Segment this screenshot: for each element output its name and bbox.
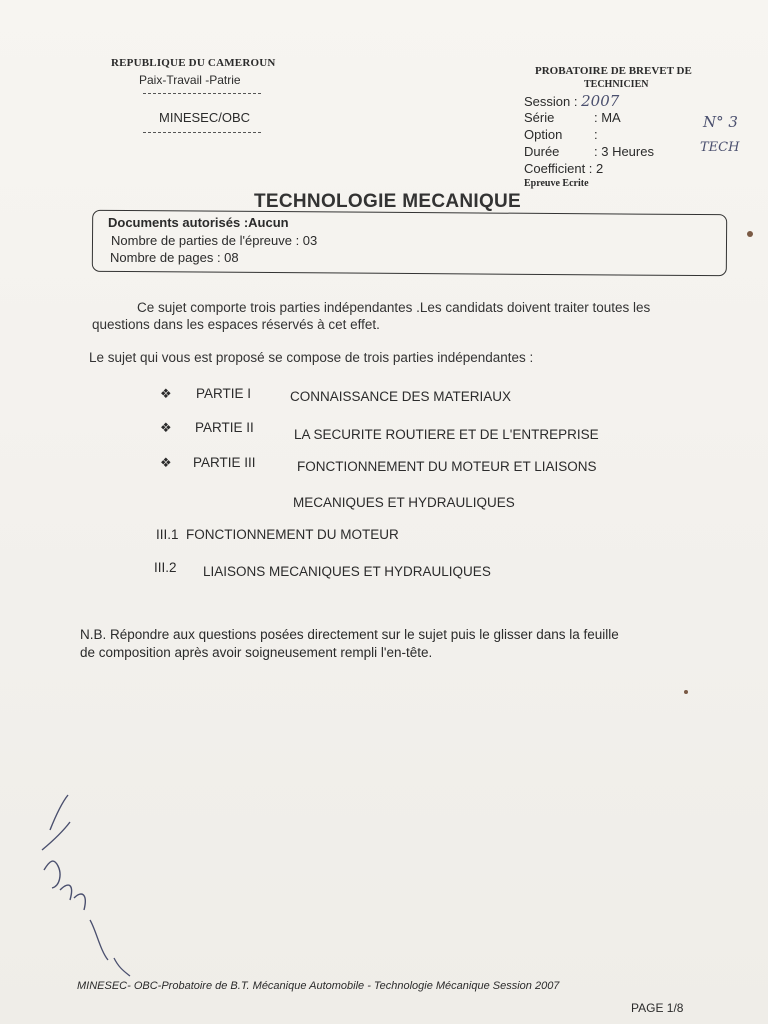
ink-stain: [747, 231, 753, 237]
session-value: 2007: [581, 92, 620, 110]
part-label: PARTIE III: [193, 455, 256, 470]
page-number: PAGE 1/8: [631, 1001, 684, 1015]
option-value: :: [594, 127, 598, 142]
documents-line: Documents autorisés :Aucun: [108, 215, 289, 230]
subpart-number: III.1: [156, 527, 179, 542]
coefficient-row: [524, 161, 603, 176]
part-title: LA SECURITE ROUTIERE ET DE L'ENTREPRISE: [294, 427, 599, 442]
session-label: Session :: [524, 94, 578, 109]
handwritten-tech: TECH: [700, 140, 740, 155]
subpart-number: III.2: [154, 560, 177, 575]
handwritten-number: N° 3: [703, 113, 738, 131]
handwritten-signature: [30, 790, 170, 990]
serie-row: [524, 110, 621, 125]
serie-value: : MA: [594, 110, 621, 125]
exam-name-line1: PROBATOIRE DE BREVET DE: [535, 65, 692, 77]
part-label: PARTIE II: [195, 420, 254, 435]
part-title-continued: MECANIQUES ET HYDRAULIQUES: [293, 495, 515, 510]
duree-value: : 3 Heures: [594, 144, 654, 159]
serie-label: Série: [524, 110, 555, 125]
motto-label: Paix-Travail -Patrie: [139, 73, 241, 87]
intro-line-1: Ce sujet comporte trois parties indépendantes .Les candidats doivent traiter toutes les: [137, 300, 651, 315]
intro-line-3: Le sujet qui vous est proposé se compose de trois parties indépendantes :: [89, 350, 534, 365]
duree-row: [524, 144, 654, 159]
republic-label: REPUBLIQUE DU CAMEROUN: [111, 57, 276, 69]
exam-name-line2: TECHNICIEN: [584, 79, 649, 90]
subpart-title: FONCTIONNEMENT DU MOTEUR: [186, 527, 399, 542]
bullet-icon: ❖: [160, 420, 172, 435]
nb-line-2: de composition après avoir soigneusement rempli l'en-tête.: [80, 645, 433, 660]
divider: [143, 132, 261, 133]
divider: [143, 93, 261, 94]
session-row: [524, 92, 619, 110]
epreuve-label: Epreuve Ecrite: [524, 178, 589, 189]
pages-count-line: Nombre de pages : 08: [110, 250, 239, 265]
bullet-icon: ❖: [160, 386, 172, 401]
ministry-label: MINESEC/OBC: [159, 110, 251, 125]
part-title: FONCTIONNEMENT DU MOTEUR ET LIAISONS: [297, 459, 597, 474]
coefficient-label: Coefficient :: [524, 161, 593, 176]
parts-count-line: Nombre de parties de l'épreuve : 03: [111, 233, 318, 248]
intro-line-2: questions dans les espaces réservés à cet effet.: [92, 317, 380, 332]
bullet-icon: ❖: [160, 455, 172, 470]
duree-label: Durée: [524, 144, 560, 159]
subpart-title: LIAISONS MECANIQUES ET HYDRAULIQUES: [203, 564, 491, 579]
part-label: PARTIE I: [196, 386, 252, 401]
ink-stain: [684, 690, 688, 694]
page-title: TECHNOLOGIE MECANIQUE: [254, 191, 522, 212]
coefficient-value: 2: [596, 161, 604, 176]
part-title: CONNAISSANCE DES MATERIAUX: [290, 389, 512, 404]
footer-text: MINESEC- OBC-Probatoire de B.T. Mécanique Automobile - Technologie Mécanique Session 2007: [77, 980, 560, 992]
option-label: Option: [524, 127, 563, 142]
option-row: [524, 127, 598, 142]
nb-line-1: N.B. Répondre aux questions posées directement sur le sujet puis le glisser dans la feuille: [80, 627, 619, 642]
